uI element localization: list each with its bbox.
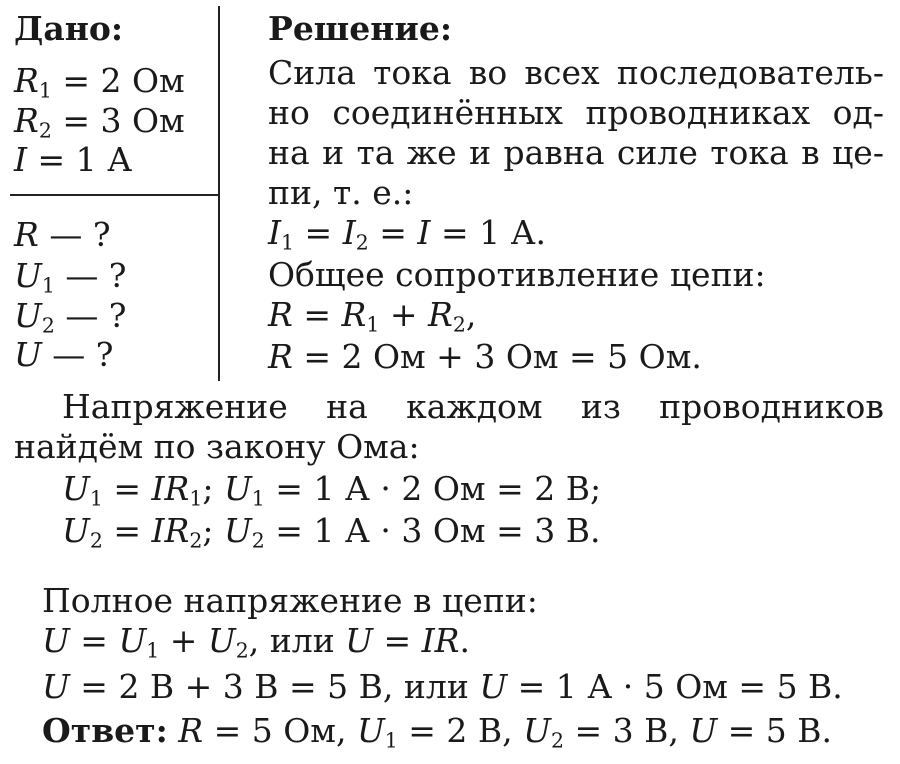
- solution-line-4: пи, т. е.:: [268, 173, 414, 212]
- solution-line-8: Полное напряжение в цепи:: [42, 581, 538, 620]
- answer-line: Ответ: R = 5 Ом, $U_1 = 2$ В, $U_2 = 3$ В, U = 5 В.: [42, 711, 832, 753]
- equation-currents: $I_1 = I_2 = I = 1$ А.: [268, 213, 547, 255]
- equation-u1: $U_1 = IR_1$; $U_1 = 1$ А · 2 Ом = 2 В;: [62, 469, 602, 511]
- solution-line-1: Сила тока во всех последователь-: [268, 53, 884, 92]
- horizontal-divider: [10, 194, 218, 196]
- given-header: Дано:: [14, 9, 124, 48]
- equation-resistance-sum: $R = R_1 + R_2$,: [268, 295, 477, 337]
- answer-label: Ответ:: [42, 711, 168, 750]
- solution-line-5: Общее сопротивление цепи:: [268, 255, 766, 294]
- find-u1: $U_1$ — ?: [14, 256, 127, 298]
- given-r2: $R_2 = 3$ Ом: [14, 101, 185, 143]
- given-r1: $R_1 = 2$ Ом: [14, 61, 185, 103]
- solution-header: Решение:: [268, 9, 453, 48]
- given-current: I = 1 А: [14, 140, 133, 179]
- equation-u2: $U_2 = IR_2$; $U_2 = 1$ А · 3 Ом = 3 В.: [62, 511, 601, 553]
- find-u: U — ?: [14, 335, 114, 374]
- solution-line-7: найдём по закону Ома:: [14, 427, 420, 466]
- equation-total-voltage-value: U = 2 В + 3 В = 5 В, или U = 1 А · 5 Ом = 5 В.: [42, 667, 843, 706]
- equation-resistance-value: R = 2 Ом + 3 Ом = 5 Ом.: [268, 337, 702, 376]
- find-r: R — ?: [14, 215, 111, 254]
- solution-line-6: Напряжение на каждом из проводников: [62, 387, 884, 426]
- vertical-divider: [218, 6, 220, 381]
- solution-line-2: но соединённых проводниках од-: [268, 93, 884, 132]
- equation-total-voltage: $U = U_1 + U_2$, или U = IR.: [42, 621, 471, 663]
- solution-line-3: на и та же и равна силе тока в це-: [268, 133, 884, 172]
- find-u2: $U_2$ — ?: [14, 296, 127, 338]
